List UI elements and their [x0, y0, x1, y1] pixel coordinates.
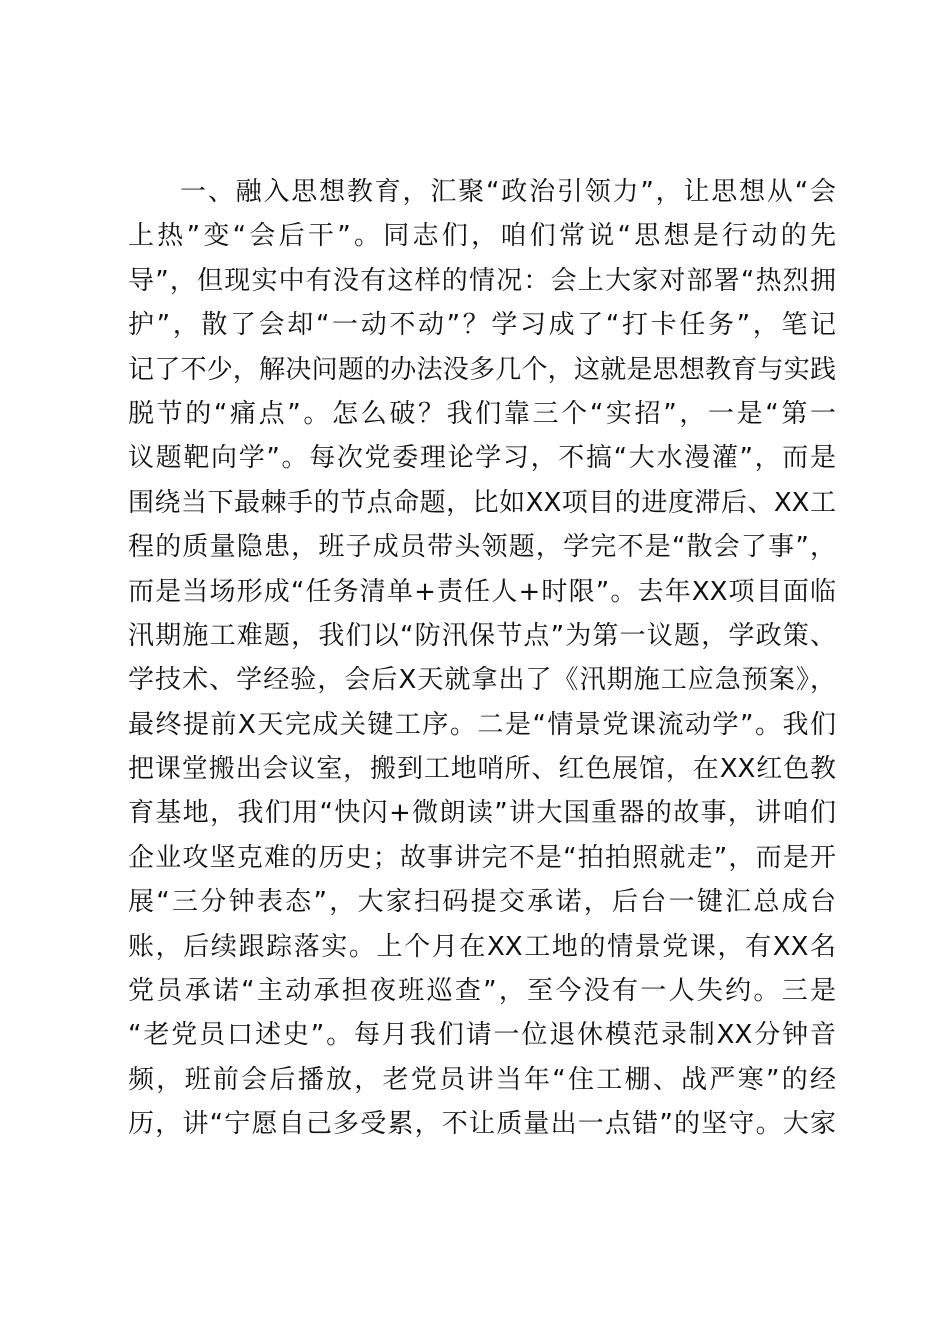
text-line: 一、融入思想教育，汇聚“政治引领力”，让思想从“会 — [180, 177, 836, 207]
text-line: 展“三分钟表态”，大家扫码提交承诺，后台一键汇总成台 — [128, 887, 836, 918]
text-line: 导”，但现实中有没有这样的情况：会上大家对部署“热烈拥 — [128, 265, 836, 296]
text-line: 围绕当下最棘手的节点命题，比如XX项目的进度滞后、XX工 — [128, 487, 836, 518]
text-line: 脱节的“痛点”。怎么破？我们靠三个“实招”，一是“第一 — [128, 398, 836, 429]
text-line: 育基地，我们用“快闪+微朗读”讲大国重器的故事，讲咱们 — [128, 798, 836, 829]
text-line: 议题靶向学”。每次党委理论学习，不搞“大水漫灌”，而是 — [128, 443, 836, 474]
text-line: 上热”变“会后干”。同志们，咱们常说“思想是行动的先 — [128, 221, 836, 252]
text-line: 记了不少，解决问题的办法没多几个，这就是思想教育与实践 — [128, 354, 836, 385]
text-line: 程的质量隐患，班子成员带头领题，学完不是“散会了事”， — [128, 532, 836, 563]
text-line: 而是当场形成“任务清单+责任人+时限”。去年XX项目面临 — [128, 576, 836, 607]
text-line: 频，班前会后播放，老党员讲当年“住工棚、战严寒”的经 — [128, 1064, 836, 1095]
text-line: 党员承诺“主动承担夜班巡查”，至今没有一人失约。三是 — [128, 976, 836, 1007]
text-line: 把课堂搬出会议室，搬到工地哨所、红色展馆，在XX红色教 — [128, 754, 836, 785]
text-line: 企业攻坚克难的历史；故事讲完不是“拍拍照就走”，而是开 — [128, 842, 836, 873]
text-line: 护”，散了会却“一动不动”？学习成了“打卡任务”，笔记 — [128, 310, 836, 341]
text-line: 学技术、学经验，会后X天就拿出了《汛期施工应急预案》， — [128, 665, 836, 696]
text-line: 最终提前X天完成关键工序。二是“情景党课流动学”。我们 — [128, 709, 836, 740]
text-line: 汛期施工难题，我们以“防汛保节点”为第一议题，学政策、 — [128, 620, 836, 651]
text-line: 历，讲“宁愿自己多受累，不让质量出一点错”的坚守。大家 — [128, 1109, 836, 1140]
text-line: “老党员口述史”。每月我们请一位退休模范录制XX分钟音 — [128, 1020, 836, 1051]
text-line: 账，后续跟踪落实。上个月在XX工地的情景党课，有XX名 — [128, 931, 836, 962]
body-paragraph — [128, 170, 836, 1147]
